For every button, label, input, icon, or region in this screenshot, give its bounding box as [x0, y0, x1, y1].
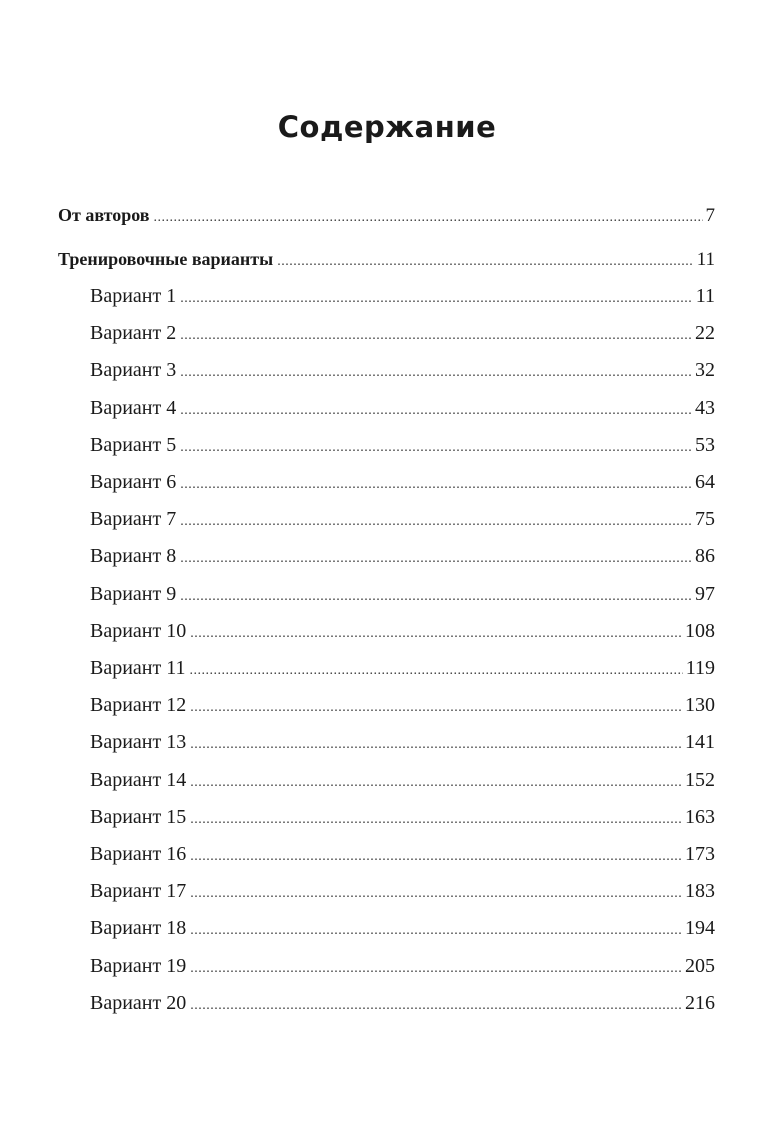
toc-entry-label: Вариант 6 [90, 471, 177, 493]
toc-entry-page: 141 [685, 731, 715, 754]
dot-leader [180, 584, 692, 610]
toc-entry-variant[interactable] [90, 729, 715, 755]
dot-leader [180, 398, 692, 424]
toc-entry-variant[interactable] [90, 432, 715, 458]
toc-entry-page: 22 [695, 322, 715, 345]
toc-entry-variant[interactable] [90, 320, 715, 346]
dot-leader [277, 249, 694, 275]
toc-entry-page: 7 [705, 205, 715, 226]
toc-entry-variant[interactable] [90, 990, 715, 1016]
dot-leader [180, 509, 692, 535]
dot-leader [180, 360, 692, 386]
toc-entry-label: Вариант 2 [90, 322, 177, 345]
dot-leader [180, 546, 692, 572]
toc-entry-variant[interactable] [90, 469, 715, 495]
dot-leader [180, 435, 692, 461]
dot-leader [190, 881, 682, 907]
toc-entry-page: 173 [685, 843, 715, 865]
dot-leader [190, 732, 682, 758]
toc-entry-variant[interactable] [90, 915, 715, 941]
toc-entry-page: 194 [685, 917, 715, 940]
toc-entry-label: Вариант 16 [90, 843, 187, 865]
toc-entry-variant[interactable] [90, 953, 715, 979]
toc-entry-variant[interactable] [90, 878, 715, 904]
toc-entry-page: 32 [695, 359, 715, 382]
toc-entry-label: Вариант 19 [90, 954, 187, 977]
toc-entry-label: Вариант 15 [90, 805, 187, 828]
toc-entry-label: Вариант 11 [90, 657, 186, 679]
toc-entry-page: 86 [695, 545, 715, 568]
toc-entry-label: Вариант 7 [90, 508, 177, 531]
dot-leader [180, 472, 692, 498]
toc-entry-label: Вариант 13 [90, 731, 187, 754]
dot-leader [190, 993, 682, 1019]
toc-entry-label: Вариант 5 [90, 433, 177, 456]
toc-entry-label: Вариант 1 [90, 285, 177, 307]
toc-entry-label: Вариант 10 [90, 619, 187, 642]
toc-entry-label: Вариант 4 [90, 396, 177, 419]
toc-entry-page: 11 [695, 285, 715, 307]
dot-leader [190, 956, 682, 982]
toc-entry-label: Вариант 8 [90, 545, 177, 568]
toc-entry-page: 152 [685, 768, 715, 791]
toc-entry-variant[interactable] [90, 655, 715, 681]
toc-entry-label: Вариант 9 [90, 582, 177, 605]
toc-entry-variant[interactable] [90, 804, 715, 830]
toc-entry-label: Вариант 20 [90, 991, 187, 1014]
toc-entry-label: Вариант 18 [90, 917, 187, 940]
toc-entry-page: 183 [685, 880, 715, 903]
toc-entry-label: Вариант 3 [90, 359, 177, 382]
dot-leader [154, 205, 703, 231]
toc-entry-variant[interactable] [90, 283, 715, 309]
toc-entry-page: 97 [695, 582, 715, 605]
toc-entry-page: 64 [695, 471, 715, 493]
toc-entry-label: Тренировочные варианты [58, 249, 274, 269]
toc-entry-page: 43 [695, 396, 715, 419]
toc-entry-from-authors[interactable] [58, 202, 715, 228]
toc-entry-variant[interactable] [90, 395, 715, 421]
toc-entry-label: Вариант 12 [90, 694, 187, 717]
dot-leader [190, 621, 682, 647]
toc-entry-page: 53 [695, 433, 715, 456]
dot-leader [190, 695, 682, 721]
toc-entry-page: 108 [685, 619, 715, 642]
toc-entry-variant[interactable] [90, 506, 715, 532]
toc-entry-label: Вариант 17 [90, 880, 187, 903]
toc-entry-page: 205 [685, 954, 715, 977]
toc-entry-variant[interactable] [90, 618, 715, 644]
toc-entry-variant[interactable] [90, 581, 715, 607]
toc-entry-page: 163 [685, 805, 715, 828]
toc-entry-variant[interactable] [90, 767, 715, 793]
toc-entry-page: 75 [695, 508, 715, 531]
dot-leader [180, 286, 692, 312]
toc-entry-label: От авторов [58, 205, 150, 225]
dot-leader [190, 807, 682, 833]
page-title: Содержание [277, 110, 497, 144]
toc-entry-page: 11 [696, 249, 715, 270]
dot-leader [190, 658, 683, 684]
toc-entry-label: Вариант 14 [90, 768, 187, 791]
dot-leader [190, 918, 682, 944]
dot-leader [190, 770, 682, 796]
dot-leader [190, 844, 682, 870]
toc-entry-page: 216 [685, 991, 715, 1014]
dot-leader [180, 323, 692, 349]
toc-entry-variant[interactable] [90, 543, 715, 569]
toc-entry-page: 130 [685, 694, 715, 717]
toc-entry-page: 119 [685, 657, 715, 679]
toc-entry-variant[interactable] [90, 357, 715, 383]
toc-entry-variant[interactable] [90, 692, 715, 718]
toc-entry-variant[interactable] [90, 841, 715, 867]
toc-entry-training-variants[interactable] [58, 246, 715, 272]
